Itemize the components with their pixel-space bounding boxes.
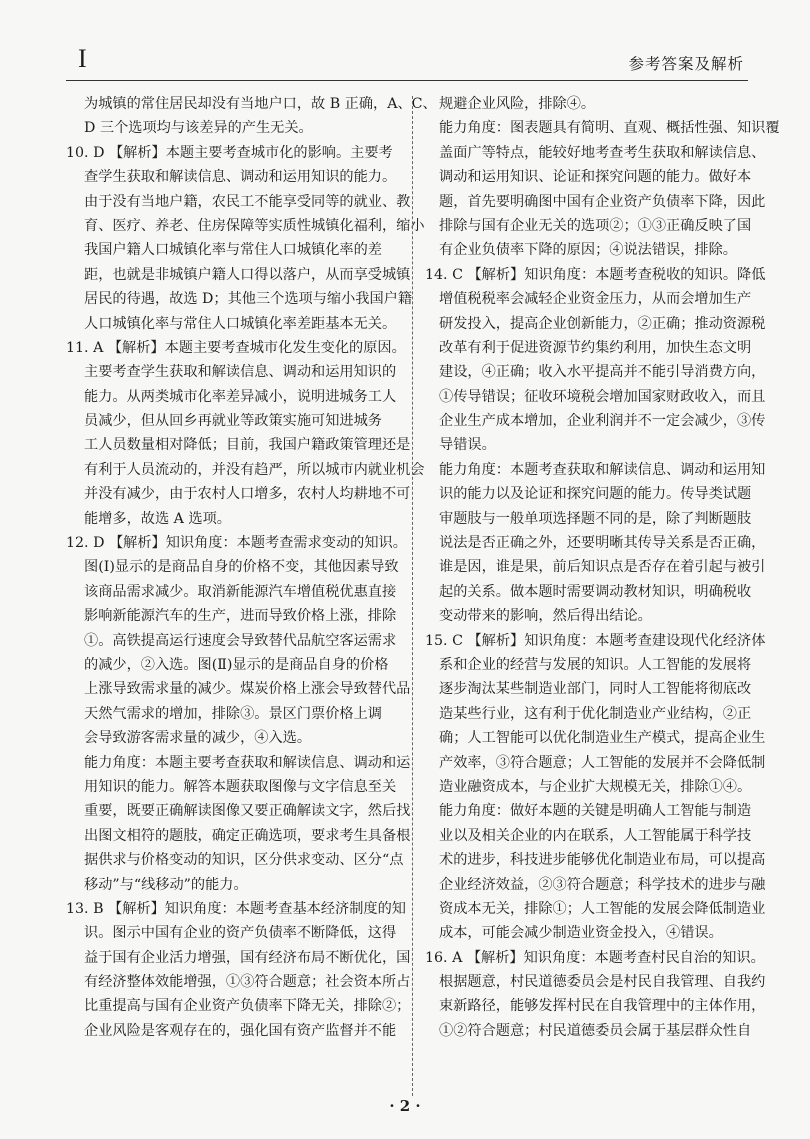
text-line: 识的能力以及论证和探究问题的能力。传导类试题: [439, 486, 752, 503]
text-line: 重要，既要正确解读图像又要正确解读文字，然后找: [84, 803, 411, 820]
text-line: 调动和运用知识、论证和探究问题的能力。做好本: [439, 169, 752, 186]
text-line: 为城镇的常住居民却没有当地户口，故 B 正确，A、C、: [84, 96, 437, 112]
text-line: 根据题意，村民道德委员会是村民自我管理、自我约: [439, 974, 766, 991]
text-line: 会导致游客需求量的减少，④入选。: [84, 730, 312, 747]
text-line: 员减少，但从回乡再就业等政策实施可知进城务: [84, 413, 382, 430]
text-line: 用知识的能力。解答本题获取图像与文字信息至关: [84, 778, 397, 795]
column-divider: [412, 96, 413, 1096]
text-line: 排除与国有企业无关的选项②；①③正确反映了国: [439, 217, 752, 234]
text-line: 改革有利于促进资源节约集约利用，加快生态文明: [439, 339, 752, 356]
text-line: 能力角度：做好本题的关键是明确人工智能与制造: [439, 803, 752, 820]
volume-mark: I: [78, 44, 87, 73]
text-line: 居民的待遇，故选 D；其他三个选项与缩小我国户籍: [84, 291, 413, 308]
text-line: 比重提高与国有企业资产负债率下降无关，排除②；: [84, 998, 411, 1015]
text-line: 有经济整体效能增强，①③符合题意；社会资本所占: [84, 974, 411, 991]
text-line: 13. B 【解析】知识角度：本题考查基本经济制度的知: [66, 900, 406, 917]
text-line: 题，首先要明确图中国有企业资产负债率下降，因此: [439, 193, 766, 210]
text-line: 14. C 【解析】知识角度：本题考查税收的知识。降低: [425, 266, 766, 283]
text-line: 研发投入，提高企业创新能力，②正确；推动资源税: [439, 315, 766, 332]
text-line: 我国户籍人口城镇化率与常住人口城镇化率的差: [84, 242, 382, 259]
text-line: 据供求与价格变动的知识，区分供求变动、区分“点: [84, 852, 404, 869]
text-line: 企业经济效益，②③符合题意；科学技术的进步与融: [439, 876, 766, 893]
text-line: 业以及相关企业的内在联系，人工智能属于科学技: [439, 827, 752, 844]
text-line: 逐步淘汰某些制造业部门，同时人工智能将彻底改: [439, 681, 752, 698]
text-line: 上涨导致需求量的减少。煤炭价格上涨会导致替代品: [84, 681, 411, 698]
text-line: 建设，④正确；收入水平提高并不能引导消费方向，: [439, 364, 766, 381]
text-line: 图(Ⅰ)显示的是商品自身的价格不变，其他因素导致: [84, 559, 399, 576]
text-line: 的减少，②入选。图(Ⅱ)显示的是商品自身的价格: [84, 656, 389, 673]
text-line: 12. D 【解析】知识角度：本题考查需求变动的知识。: [66, 535, 407, 552]
text-line: 由于没有当地户籍，农民工不能享受同等的就业、教: [84, 193, 411, 210]
text-line: 能力角度：本题考查获取和解读信息、调动和运用知: [439, 461, 766, 478]
text-line: 确；人工智能可以优化制造业生产模式，提高企业生: [439, 730, 766, 747]
header-title: 参考答案及解析: [628, 55, 744, 73]
text-line: 资成本无关，排除①；人工智能的发展会降低制造业: [439, 900, 766, 917]
text-line: 出图文相符的题肢，确定正确选项，要求考生具备根: [84, 827, 411, 844]
text-line: 产效率，③符合题意；人工智能的发展并不会降低制: [439, 754, 766, 771]
text-line: 识。图示中国有企业的资产负债率不断降低，这得: [84, 925, 397, 942]
text-line: 变动带来的影响，然后得出结论。: [439, 608, 652, 625]
text-line: 规避企业风险，排除④。: [439, 96, 596, 112]
text-line: 工人员数量相对降低；目前，我国户籍政策管理还是: [84, 437, 411, 454]
text-line: 成本，可能会减少制造业资金投入，④错误。: [439, 925, 723, 942]
right-column: [425, 92, 780, 1043]
text-line: 育、医疗、养老、住房保障等实质性城镇化福利，缩小: [84, 217, 425, 234]
text-line: 导错误。: [439, 437, 496, 454]
text-line: 术的进步，科技进步能够优化制造业布局，可以提高: [439, 852, 766, 869]
text-line: 该商品需求减少。取消新能源汽车增值税优惠直接: [84, 583, 397, 600]
text-line: 15. C 【解析】知识角度：本题考查建设现代化经济体: [425, 632, 766, 649]
text-line: 谁是因，谁是果，前后知识点是否存在着引起与被引: [439, 559, 766, 576]
text-line: ①。高铁提高运行速度会导致替代品航空客运需求: [84, 632, 397, 649]
text-line: 并没有减少，由于农村人口增多，农村人均耕地不可: [84, 486, 411, 503]
text-line: 增值税税率会减轻企业资金压力，从而会增加生产: [439, 291, 752, 308]
text-line: 查学生获取和解读信息、调动和运用知识的能力。: [84, 169, 397, 186]
text-line: 束新路径，能够发挥村民在自我管理中的主体作用，: [439, 998, 766, 1015]
text-line: 审题肢与一般单项选择题不同的是，除了判断题肢: [439, 510, 752, 527]
text-line: 能增多，故选 A 选项。: [84, 510, 231, 527]
text-line: 主要考查学生获取和解读信息、调动和运用知识的: [84, 364, 397, 381]
text-line: 移动”与“线移动”的能力。: [84, 876, 248, 893]
page-number: · 2 ·: [389, 1097, 421, 1115]
text-line: 10. D 【解析】本题主要考查城市化的影响。主要考: [66, 144, 393, 161]
text-line: 11. A 【解析】本题主要考查城市化发生变化的原因。: [66, 339, 406, 356]
text-line: 人口城镇化率与常住人口城镇化率差距基本无关。: [84, 315, 397, 332]
text-line: 能力角度：图表题具有简明、直观、概括性强、知识覆: [439, 120, 780, 137]
text-line: 系和企业的经营与发展的知识。人工智能的发展将: [439, 656, 752, 673]
text-line: 有企业负债率下降的原因；④说法错误，排除。: [439, 242, 737, 259]
text-line: ①②符合题意；村民道德委员会属于基层群众性自: [439, 1022, 752, 1039]
text-line: 造某些行业，这有利于优化制造业产业结构，②正: [439, 705, 752, 722]
text-line: 企业风险是客观存在的，强化国有资产监督并不能: [84, 1022, 397, 1039]
text-line: 起的关系。做本题时需要调动教材知识，明确税收: [439, 583, 752, 600]
text-line: 影响新能源汽车的生产，进而导致价格上涨，排除: [84, 608, 397, 625]
text-line: 天然气需求的增加，排除③。景区门票价格上调: [84, 705, 382, 722]
text-line: 造业融资成本，与企业扩大规模无关，排除①④。: [439, 778, 752, 795]
left-column: [66, 92, 437, 1043]
text-line: 有利于人员流动的，并没有趋严，所以城市内就业机会: [84, 461, 425, 478]
text-line: 说法是否正确之外，还要明晰其传导关系是否正确，: [439, 535, 766, 552]
text-line: D 三个选项均与该差异的产生无关。: [84, 120, 313, 137]
text-line: 能力。从两类城市化率差异减小，说明进城务工人: [84, 388, 397, 405]
header-divider: [66, 80, 748, 81]
text-line: 益于国有企业活力增强，国有经济布局不断优化，国: [84, 949, 411, 966]
text-line: 能力角度：本题主要考查获取和解读信息、调动和运: [84, 754, 411, 771]
text-line: 16. A 【解析】知识角度：本题考查村民自治的知识。: [425, 949, 765, 966]
text-line: 盖面广等特点，能较好地考查考生获取和解读信息、: [439, 144, 766, 161]
text-line: 距，也就是非城镇户籍人口得以落户，从而享受城镇: [84, 266, 411, 283]
text-line: 企业生产成本增加，企业利润并不一定会减少，③传: [439, 413, 766, 430]
text-line: ①传导错误；征收环境税会增加国家财政收入，而且: [439, 388, 766, 405]
